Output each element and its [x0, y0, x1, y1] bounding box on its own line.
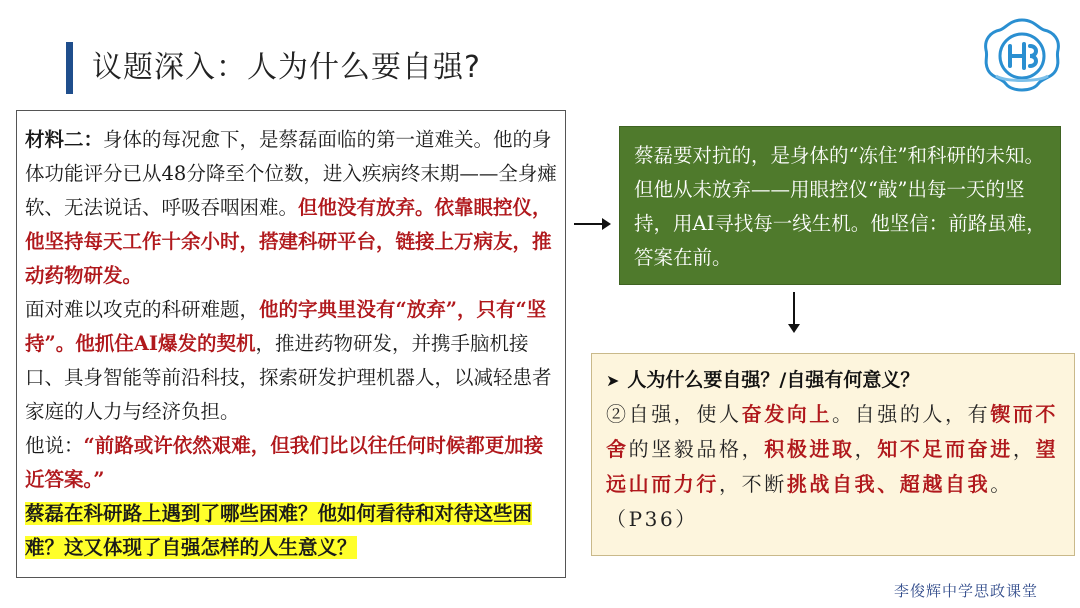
bullet-arrow-icon: ➤	[606, 371, 620, 390]
conclusion-text-1: ②自强，使人	[606, 402, 742, 426]
conclusion-key-1: 奋发向上	[741, 402, 833, 426]
conclusion-key-4: 知不足而奋进	[877, 437, 1013, 461]
summary-text: 蔡磊要对抗的，是身体的“冻住”和科研的未知。但他从未放弃——用眼控仪“敲”出每一天的坚持，用AI寻找每一线生机。他坚信：前路虽难，答案在前。	[634, 144, 1046, 269]
material-p2-text-b: ，推进药物研发，并携手脑机接口、具身智能等前沿科技，探索研发护理机器人，以减轻患者家庭的人力与经济负担。	[25, 332, 552, 423]
conclusion-box	[591, 353, 1075, 556]
material-text-box	[16, 110, 566, 578]
material-p3-text: 他说：	[25, 434, 84, 457]
conclusion-key-3: 积极进取	[764, 437, 855, 461]
material-quote: “前路或许依然艰难，但我们比以往任何时候都更加接近答案。”	[25, 434, 544, 491]
material-p2-emphasis: 他的字典里没有“放弃”，只有“坚持”。他抓住AI爆发的契机	[25, 298, 547, 355]
summary-box	[619, 126, 1061, 285]
material-p1-text: 身体的每况愈下，是蔡磊面临的第一道难关。他的身体功能评分已从48分降至个位数，进入疾病终末期——全身瘫软、无法说话、呼吸吞咽困难。	[25, 128, 557, 219]
material-question	[25, 497, 557, 565]
material-label: 材料二：	[25, 128, 104, 151]
material-paragraph-3	[25, 429, 557, 497]
conclusion-text-3: 的坚毅品格，	[628, 437, 765, 461]
arrow-down-icon	[786, 292, 802, 334]
title-accent-bar	[66, 42, 73, 94]
conclusion-key-5: 望远山而力行	[606, 437, 1059, 496]
school-logo-icon	[980, 16, 1064, 96]
watermark-text: 李俊辉中学思政课堂	[894, 582, 1039, 600]
conclusion-text-2: 。自强的人，有	[832, 402, 991, 426]
conclusion-text-7: 。（P36）	[606, 472, 1013, 531]
page-title: 议题深入：人为什么要自强?	[92, 50, 481, 85]
conclusion-key-2: 锲而不舍	[606, 402, 1059, 461]
arrow-right-icon	[574, 216, 612, 232]
material-paragraph-2	[25, 293, 557, 429]
conclusion-text-5: ，	[1012, 437, 1036, 461]
material-p1-emphasis: 但他没有放弃。依靠眼控仪，他坚持每天工作十余小时，搭建科研平台，链接上万病友，推动药物研发。	[25, 196, 552, 287]
conclusion-heading	[606, 364, 1064, 397]
conclusion-text-4: ，	[854, 437, 878, 461]
conclusion-text-6: ，不断	[719, 472, 787, 496]
material-paragraph-1	[25, 123, 557, 293]
conclusion-body	[606, 397, 1064, 537]
conclusion-heading-text: 人为什么要自强？/自强有何意义？	[627, 369, 920, 391]
question-highlight: 蔡磊在科研路上遇到了哪些困难？他如何看待和对待这些困难？这又体现了自强怎样的人生意义？	[25, 502, 533, 559]
material-p2-text-a: 面对难以攻克的科研难题，	[25, 298, 260, 321]
conclusion-key-6: 挑战自我、超越自我	[786, 472, 991, 496]
